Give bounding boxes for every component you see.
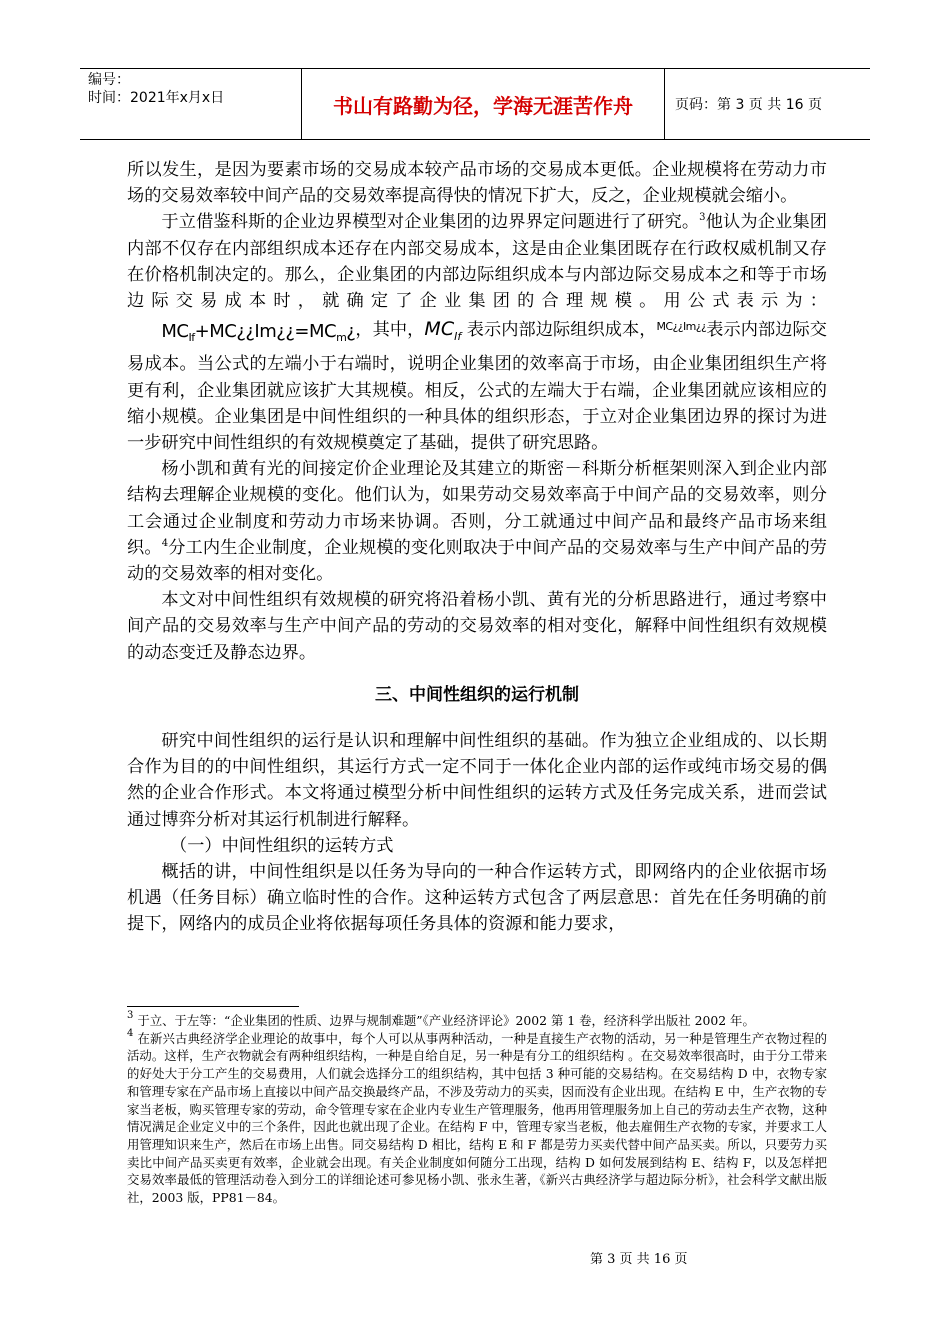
paragraph-2-text-b: 他认为企业集团内部不仅存在内部组织成本还存在内部交易成本，这是由企业集团既存在行政权威机制又存在价格机制决定的。那么，企业集团的内部边际组织成本与内部边际交易成本之和等于市场边际交易成本时，就确定了企业集团的合理规模。用公式表示为： <box>127 212 827 312</box>
header-page-info: 页码：第 3 页 共 16 页 <box>675 97 822 113</box>
paragraph-5: 研究中间性组织的运行是认识和理解中间性组织的基础。作为独立企业组成的、以长期合作为目的的中间性组织，其运行方式一定不同于一体化企业内部的运作或纯市场交易的偶然的企业合作形式。本文将通过模型分析中间性组织的运转方式及任务完成关系，进而尝试通过博弈分析对其运行机制进行解释。 <box>127 731 827 830</box>
header-time-label: 时间：2021年x月x日 <box>88 90 225 106</box>
header-number-label: 编号： <box>88 72 130 88</box>
paragraph-4: 本文对中间性组织有效规模的研究将沿着杨小凯、黄有光的分析思路进行，通过考察中间产品的交易效率与生产中间产品的劳动的交易效率的相对变化，解释中间性组织有效规模的动态变迁及静态边界。 <box>127 590 827 663</box>
paragraph-2-text-d: 表示内部边际组织成本， <box>461 320 657 341</box>
paragraph-3 <box>127 456 827 587</box>
paragraph-2-text-c: ，其中， <box>355 320 425 341</box>
footnote-divider <box>127 1006 299 1007</box>
page-footer: 第 3 页 共 16 页 <box>590 1252 688 1267</box>
paragraph-6: 概括的讲，中间性组织是以任务为导向的一种合作运转方式，即网络内的企业依据市场机遇（任务目标）确立临时性的合作。这种运转方式包含了两层意思：首先在任务明确的前提下，网络内的成员企业将依据每项任务具体的资源和能力要求， <box>127 862 827 935</box>
paragraph-2-text-e: 表示内部边际交易成本。当公式的左端小于右端时，说明企业集团的效率高于市场，由企业集团组织生产将更有利，企业集团就应该扩大其规模。相反，公式的左端大于右端，企业集团就应该相应的缩小规模。企业集团是中间性组织的一种具体的组织形态，于立对企业集团边界的探讨为进一步研究中间性组织的有效规模奠定了基础，提供了研究思路。 <box>127 320 827 454</box>
paragraph-2-text-a: 于立借鉴科斯的企业边界模型对企业集团的边界界定问题进行了研究。 <box>161 212 700 233</box>
subsection-title: （一）中间性组织的运转方式 <box>170 835 394 856</box>
footnote-3: $^3$ 于立、于左等：“企业集团的性质、边界与规制难题”《产业经济评论》2002 第 1 卷，经济科学出版社 2002 年。 <box>127 1010 755 1028</box>
boundary-formula: $MC_{If}+MC¿¿Im¿¿=MC_m¿$ <box>161 321 356 345</box>
mc-im-symbol: MC¿¿Im¿¿ <box>656 320 707 334</box>
header-meta <box>80 69 302 139</box>
header-motto: 书山有路勤为径，学海无涯苦作舟 <box>302 69 665 139</box>
paragraph-3-text-b: 分工内生企业制度，企业规模的变化则取决于中间产品的交易效率与生产中间产品的劳动的交易效率的相对变化。 <box>127 537 827 585</box>
document-body <box>127 157 827 938</box>
paragraph-1: 所以发生，是因为要素市场的交易成本较产品市场的交易成本更低。企业规模将在劳动力市场的交易效率较中间产品的交易效率提高得快的情况下扩大，反之，企业规模就会缩小。 <box>127 160 827 207</box>
mc-if-symbol: $MC_{If}$ <box>424 318 462 344</box>
section-title: 三、中间性组织的运行机制 <box>375 684 579 705</box>
page-header <box>80 68 870 140</box>
footnote-4: $^4$ 在新兴古典经济学企业理论的故事中，每个人可以从事两种活动，一种是直接生产衣物的活动，另一种是管理生产衣物过程的活动。这样，生产衣物就会有两种组织结构，一种是自给自足，另一种是有分工的组织结构 。在交易效率很高时，由于分工带来的好处大于分工产生的交易费用，人们就会选择分工的组织结构，其中包括 3 种可能的交易结构。在交易结构 D 中，衣物专家和管理专家在产品市场上直接以中间产品交换最终产品，不涉及劳动力的买卖，因而没有企业出现。在结构 E 中，生产衣物的专家当老板，购买管理专家的劳动，命令管理专家在企业内专业生产管理服务，他再用管理服务加上自己的劳动去生产衣物，这种情况满足企业定义中的三个条件，因此也就出现了企业。在结构 F 中，管理专家当老板，他去雇佣生产衣物的专家，并要求工人用管理知识来生产，然后在市场上出售。同交易结构 D 相比，结构 E 和 F 都是劳力买卖代替中间产品买卖。所以，只要劳力买卖比中间产品买卖更有效率，企业就会出现。有关企业制度如何随分工出现，结构 D 如何发展到结构 E、结构 F，以及怎样把交易效率最低的管理活动卷入到分工的详细论述可参见杨小凯、张永生著，《新兴古典经济学与超边际分析》，社会科学文献出版社，2003 版，PP81－84。 <box>127 1027 827 1206</box>
footnote-ref-4: 4 <box>161 537 169 549</box>
paragraph-2 <box>127 209 827 456</box>
paragraph-3-text-a: 杨小凯和黄有光的间接定价企业理论及其建立的斯密－科斯分析框架则深入到企业内部结构去理解企业规模的变化。他们认为，如果劳动交易效率高于中间产品的交易效率，则分工会通过企业制度和劳动力市场来协调。否则，分工就通过中间产品和最终产品市场来组织。 <box>127 459 827 558</box>
footnotes <box>127 1012 827 1207</box>
footnote-ref-3: 3 <box>699 212 706 224</box>
